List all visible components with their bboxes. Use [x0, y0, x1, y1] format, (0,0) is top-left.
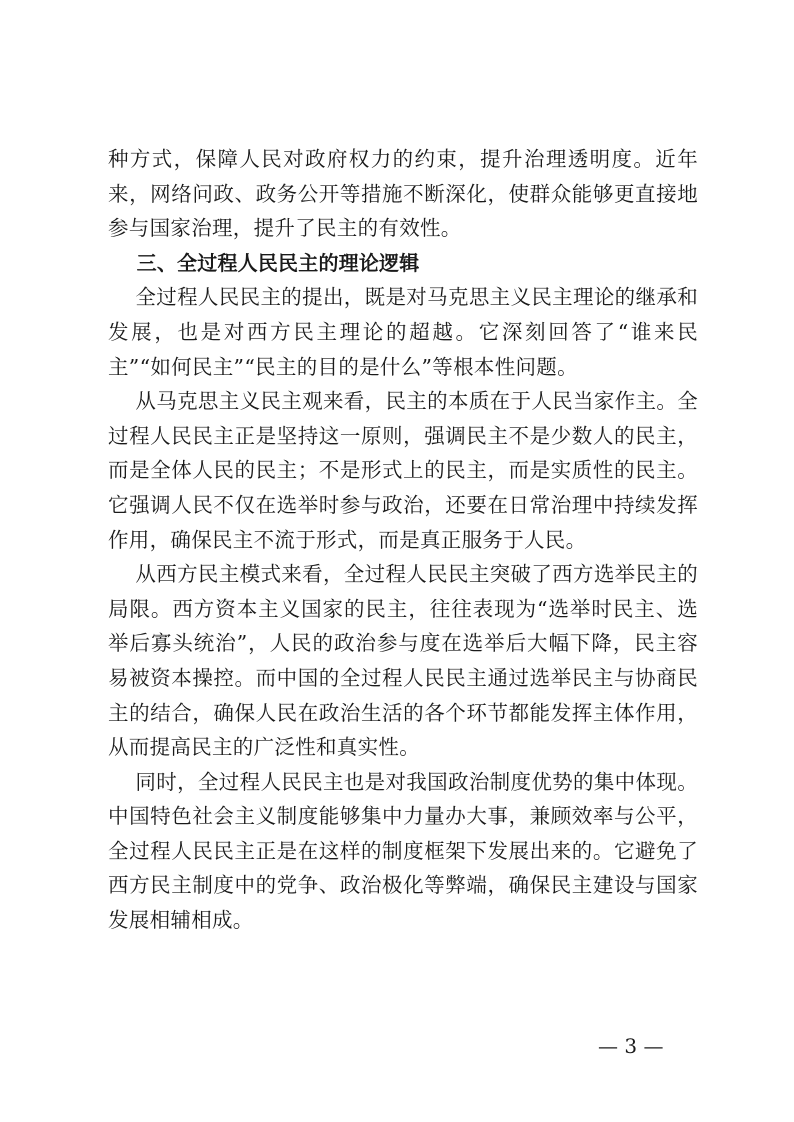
paragraph-marxist-view: 从马克思主义民主观来看，民主的本质在于人民当家作主。全过程人民民主正是坚持这一原则，强调民主不是少数人的民主，而是全体人民的民主；不是形式上的民主，而是实质性的民主。它强调人民不仅在选举时参与政治，还要在日常治理中持续发挥作用，确保民主不流于形式，而是真正服务于人民。 [108, 389, 698, 552]
paragraph-institutional-advantage: 同时，全过程人民民主也是对我国政治制度优势的集中体现。中国特色社会主义制度能够集中力量办大事，兼顾效率与公平，全过程人民民主正是在这样的制度框架下发展出来的。它避免了西方民主制度中的党争、政治极化等弊端，确保民主建设与国家发展相辅相成。 [108, 769, 698, 933]
paragraph-western-model: 从西方民主模式来看，全过程人民民主突破了西方选举民主的局限。西方资本主义国家的民主，往往表现为“选举时民主、选举后寡头统治”，人民的政治参与度在选举后大幅下降，民主容易被资本操控。而中国的全过程人民民主通过选举民主与协商民主的结合，确保人民在政治生活的各个环节都能发挥主体作用，从而提高民主的广泛性和真实性。 [108, 562, 698, 760]
page-number: — 3 — [598, 1034, 664, 1058]
paragraph-intro: 全过程人民民主的提出，既是对马克思主义民主理论的继承和发展，也是对西方民主理论的超越。它深刻回答了“谁来民主”“如何民主”“民主的目的是什么”等根本性问题。 [108, 285, 698, 379]
section-heading: 三、全过程人民民主的理论逻辑 [108, 250, 420, 275]
paragraph-continued: 种方式，保障人民对政府权力的约束，提升治理透明度。近年来，网络问政、政务公开等措施不断深化，使群众能够更直接地参与国家治理，提升了民主的有效性。 [108, 147, 698, 241]
body-text [108, 142, 698, 938]
